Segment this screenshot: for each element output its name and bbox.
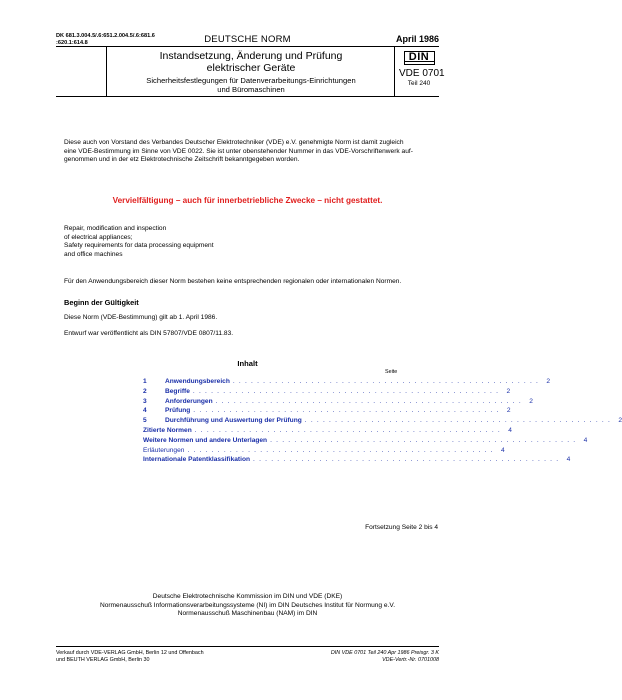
toc-entry-page: 4 bbox=[583, 436, 588, 444]
toc-title: Inhalt bbox=[237, 359, 258, 368]
title-divider-left bbox=[106, 46, 107, 96]
title-divider-right bbox=[394, 46, 395, 96]
toc-entry-label: Internationale Patentklassifikation bbox=[143, 456, 250, 464]
norm-label: DEUTSCHE NORM bbox=[204, 34, 291, 45]
scope-note: Für den Anwendungsbereich dieser Norm bestehen keine entsprechenden regionalen oder internationalen Normen. bbox=[64, 278, 402, 285]
intro-line-2: eine VDE-Bestimmung im Sinne von VDE 0022. Sie ist unter obenstehender Nummer in das VDE-Vorschriftenwerk auf- bbox=[64, 147, 413, 155]
toc-entry[interactable] bbox=[143, 446, 505, 456]
toc-leader-dots: . . . . . . . . . . . . . . . . . . . . . . . . . . . . . . . . . . . . . . . . . . . . . . . . . . . bbox=[187, 446, 494, 454]
standard-id-box bbox=[399, 51, 445, 87]
toc-entry-page: 4 bbox=[566, 456, 571, 464]
toc-leader-dots: . . . . . . . . . . . . . . . . . . . . . . . . . . . . . . . . . . . . . . . . . . . . . . . . . . . bbox=[304, 417, 611, 425]
toc-entry-number: 1 bbox=[143, 378, 147, 385]
toc-entry-number: 5 bbox=[143, 417, 147, 425]
english-title-line-1: Repair, modification and inspection bbox=[64, 225, 167, 232]
toc-entry[interactable] bbox=[143, 416, 622, 426]
title-line-1: Instandsetzung, Änderung und Prüfung bbox=[159, 50, 343, 62]
subtitle-line-2: und Büromaschinen bbox=[217, 85, 285, 94]
toc-entry-number: 3 bbox=[143, 397, 147, 405]
english-title-line-4: and office machines bbox=[64, 250, 123, 258]
toc-entry-label: Prüfung bbox=[165, 407, 191, 415]
toc-entry-label: Begriffe bbox=[165, 387, 190, 395]
footer-rule bbox=[56, 646, 439, 647]
intro-paragraph bbox=[64, 139, 434, 165]
toc-entry[interactable] bbox=[143, 426, 512, 436]
continuation-note: Fortsetzung Seite 2 bis 4 bbox=[365, 524, 438, 531]
english-title-line-3: Safety requirements for data processing equipment bbox=[64, 242, 214, 250]
toc-entry-label: Anforderungen bbox=[165, 397, 213, 405]
din-logo bbox=[404, 51, 435, 65]
subtitle-line-1: Sicherheitsfestlegungen für Datenverarbeitungs-Einrichtungen bbox=[146, 76, 356, 85]
toc-leader-dots: . . . . . . . . . . . . . . . . . . . . . . . . . . . . . . . . . . . . . . . . . . . . . . . . . . . bbox=[232, 378, 540, 385]
toc-entry-label: Weitere Normen und andere Unterlagen bbox=[143, 436, 268, 444]
intro-line-3: genommen und in der etz Elektrotechnische Zeitschrift bekanntgegeben worden. bbox=[64, 156, 300, 164]
toc-entry-page: 2 bbox=[506, 407, 511, 415]
issuing-body-1: Deutsche Elektrotechnische Kommission im DIN und VDE (DKE) bbox=[152, 593, 343, 600]
standard-part: Teil 240 bbox=[407, 80, 431, 87]
toc-entry-page: 4 bbox=[508, 427, 512, 434]
english-title bbox=[64, 225, 434, 259]
toc-entry[interactable] bbox=[143, 397, 533, 407]
validity-line-1: Diese Norm (VDE-Bestimmung) gilt ab 1. April 1986. bbox=[64, 314, 218, 321]
footer-right-line-1: DIN VDE 0701 Teil 240 Apr 1986 Preisgr. 3 K bbox=[330, 650, 439, 656]
toc-entry-number: 2 bbox=[143, 387, 147, 395]
toc-leader-dots: . . . . . . . . . . . . . . . . . . . . . . . . . . . . . . . . . . . . . . . . . . . . . . . . . . . bbox=[270, 436, 577, 444]
toc-entry[interactable] bbox=[143, 436, 588, 446]
header-rule-top bbox=[56, 46, 439, 47]
issue-date: April 1986 bbox=[395, 34, 439, 44]
footer-publisher bbox=[56, 650, 204, 664]
toc-entry-page: 2 bbox=[618, 417, 622, 425]
document-title bbox=[114, 50, 388, 94]
footer-reference bbox=[331, 650, 439, 664]
toc-entry-page: 2 bbox=[506, 387, 511, 395]
toc-leader-dots: . . . . . . . . . . . . . . . . . . . . . . . . . . . . . . . . . . . . . . . . . . . . . . . . . . . bbox=[215, 397, 522, 405]
issuing-bodies bbox=[0, 593, 495, 619]
footer-right-line-2: VDE-Vertr.-Nr. 0701008 bbox=[382, 657, 439, 663]
issuing-body-3: Normenausschuß Maschinenbau (NAM) im DIN bbox=[177, 610, 318, 618]
toc-entry-label: Durchführung und Auswertung der Prüfung bbox=[165, 417, 302, 425]
dk-line-1: DK 681.3.004.5/.6:651.2.004.5/.6:681.6 bbox=[56, 33, 155, 39]
toc-leader-dots: . . . . . . . . . . . . . . . . . . . . . . . . . . . . . . . . . . . . . . . . . . . . . . . . . . . bbox=[192, 387, 500, 395]
toc-leader-dots: . . . . . . . . . . . . . . . . . . . . . . . . . . . . . . . . . . . . . . . . . . . . . . . . . . . bbox=[253, 456, 560, 464]
toc-entry[interactable] bbox=[143, 377, 551, 387]
toc-entry[interactable] bbox=[143, 455, 571, 465]
footer-left-line-2: und BEUTH VERLAG GmbH, Berlin 30 bbox=[56, 657, 150, 663]
toc-entry-number: 4 bbox=[143, 407, 147, 415]
toc-entry-page: 2 bbox=[529, 397, 533, 405]
toc-entry-label: Anwendungsbereich bbox=[165, 378, 230, 385]
validity-heading: Beginn der Gültigkeit bbox=[64, 298, 139, 307]
toc-entry[interactable] bbox=[143, 406, 511, 416]
toc-entry-label: Erläuterungen bbox=[143, 446, 185, 454]
validity-line-2: Entwurf war veröffentlicht als DIN 57807/VDE 0807/11.83. bbox=[64, 330, 234, 337]
toc-entry-page: 2 bbox=[546, 378, 551, 385]
header-rule-bottom bbox=[56, 96, 439, 97]
footer-left-line-1: Verkauf durch VDE-VERLAG GmbH, Berlin 12 und Offenbach bbox=[56, 650, 204, 656]
toc-leader-dots: . . . . . . . . . . . . . . . . . . . . . . . . . . . . . . . . . . . . . . . . . . . . . . . . . . . bbox=[193, 407, 500, 415]
toc-entry-label: Zitierte Normen bbox=[143, 427, 192, 434]
intro-line-1: Diese auch von Vorstand des Verbandes Deutscher Elektrotechniker (VDE) e.V. genehmigte Norm ist damit zugleich bbox=[64, 139, 404, 146]
toc-entry-page: 4 bbox=[501, 446, 505, 454]
copy-warning: Vervielfältigung – auch für innerbetriebliche Zwecke – nicht gestattet. bbox=[112, 196, 383, 205]
toc-leader-dots: . . . . . . . . . . . . . . . . . . . . . . . . . . . . . . . . . . . . . . . . . . . . . . . . . . . bbox=[194, 427, 501, 434]
issuing-body-2: Normenausschuß Informationsverarbeitungssysteme (NI) im DIN Deutsches Institut für Normung e.V. bbox=[99, 601, 396, 609]
title-line-2: elektrischer Geräte bbox=[206, 62, 296, 74]
din-logo-text: DIN bbox=[405, 52, 434, 62]
toc-page-header: Seite bbox=[385, 369, 398, 375]
english-title-line-2: of electrical appliances; bbox=[64, 233, 133, 241]
toc-entry[interactable] bbox=[143, 387, 511, 397]
standard-number: VDE 0701 bbox=[399, 68, 445, 79]
dk-line-2: :620.1:614.8 bbox=[56, 40, 88, 46]
